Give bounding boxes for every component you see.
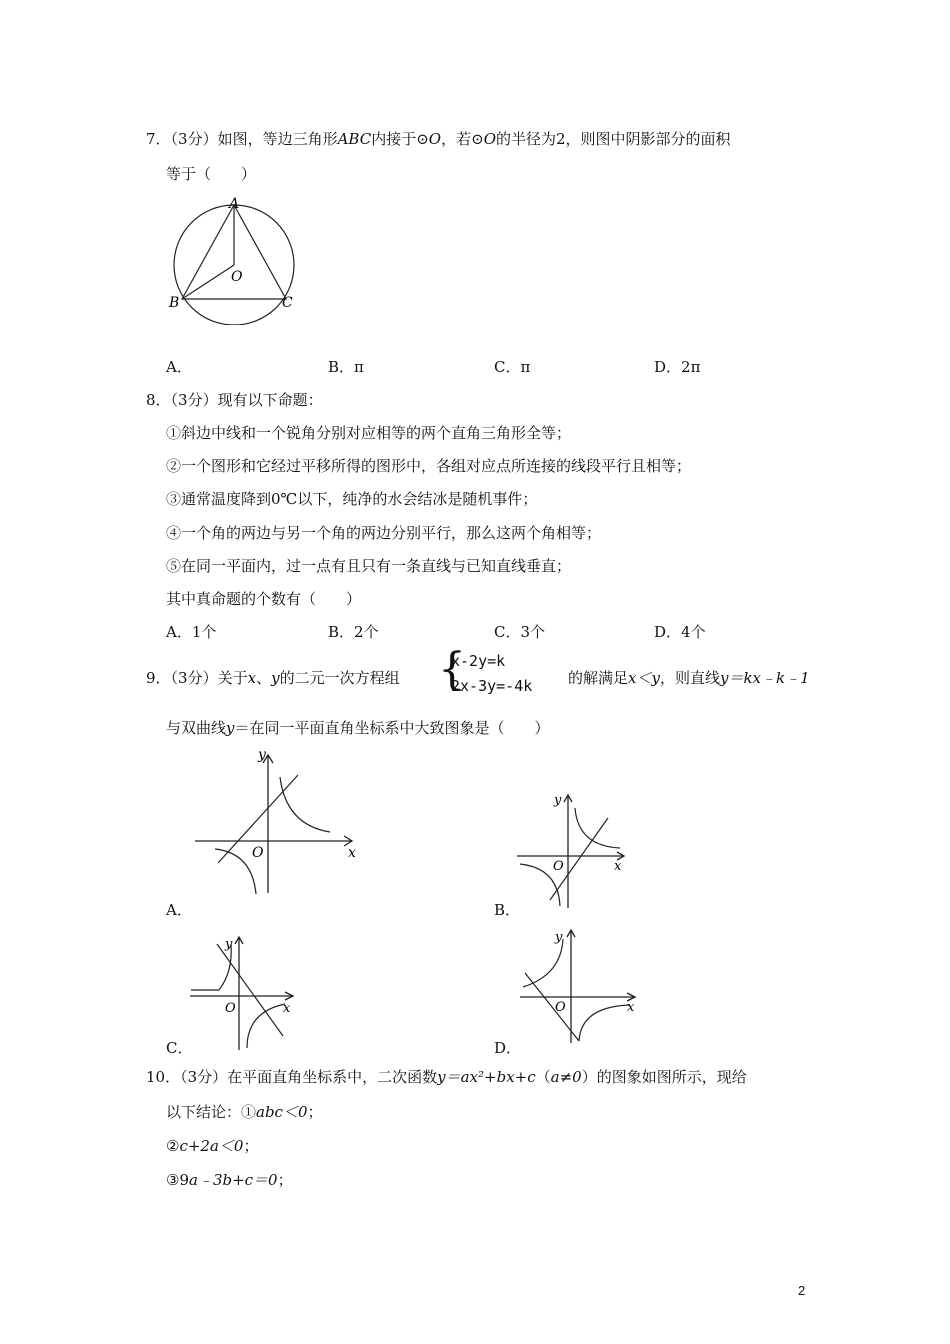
svg-text:O: O bbox=[225, 1001, 236, 1016]
svg-text:O: O bbox=[553, 859, 564, 874]
svg-text:O: O bbox=[252, 845, 264, 861]
q7-stem-line2: 等于（ ） bbox=[166, 165, 257, 183]
svg-text:y: y bbox=[555, 930, 563, 945]
q8-item-3: ③通常温度降到0℃以下，纯净的水会结冰是随机事件； bbox=[166, 490, 538, 508]
q10-stem-line1: 10．（3分）在平面直角坐标系中，二次函数y＝ax²+bx+c（a≠0）的图象如图所示，现给 bbox=[146, 1068, 747, 1086]
svg-text:y: y bbox=[225, 937, 233, 952]
q9-graph-a bbox=[190, 745, 370, 895]
svg-text:x: x bbox=[614, 859, 622, 874]
svg-text:x: x bbox=[627, 1000, 635, 1015]
q8-stem: 8．（3分）现有以下命题： bbox=[146, 391, 323, 409]
q8-option-a: A．1个 bbox=[166, 623, 217, 641]
q9-stem-line1-end: 的解满足x＜y，则直线y＝kx﹣k﹣1 bbox=[568, 669, 810, 687]
svg-text:O: O bbox=[555, 1000, 566, 1015]
label-b: B bbox=[169, 295, 180, 311]
svg-text:x: x bbox=[348, 845, 356, 861]
q7-option-b: B．π bbox=[328, 358, 364, 376]
q8-item-1: ①斜边中线和一个锐角分别对应相等的两个直角三角形全等； bbox=[166, 424, 572, 442]
q7-option-d: D．2π bbox=[654, 358, 701, 376]
q8-item-4: ④一个角的两边与另一个角的两边分别平行，那么这两个角相等； bbox=[166, 524, 602, 542]
q8-question: 其中真命题的个数有（ ） bbox=[166, 590, 362, 608]
q10-item-3: ③9a﹣3b+c＝0； bbox=[166, 1171, 293, 1189]
svg-text:y: y bbox=[554, 793, 562, 808]
q7-option-c: C．π bbox=[494, 358, 531, 376]
q9-option-a: A． bbox=[166, 901, 192, 919]
q10-stem-line2: 以下结论：①abc＜0； bbox=[166, 1103, 323, 1121]
q9-option-b: B． bbox=[494, 901, 521, 919]
q9-graph-d bbox=[515, 925, 640, 1045]
q8-item-5: ⑤在同一平面内，过一点有且只有一条直线与已知直线垂直； bbox=[166, 557, 572, 575]
q9-option-c: C． bbox=[166, 1039, 193, 1057]
label-a: A bbox=[229, 196, 240, 212]
q9-stem-line2: 与双曲线y＝在同一平面直角坐标系中大致图象是（ ） bbox=[166, 719, 550, 737]
svg-text:x: x bbox=[283, 1001, 291, 1016]
q8-option-c: C．3个 bbox=[494, 623, 546, 641]
q7-option-a: A． bbox=[166, 358, 192, 376]
q9-option-d: D． bbox=[494, 1039, 522, 1057]
q7-circle-triangle-figure bbox=[160, 195, 310, 325]
q9-equation-2: 2x-3y=-4k bbox=[451, 677, 533, 695]
q9-equation-1: x-2y=k bbox=[451, 652, 506, 670]
q10-item-2: ②c+2a＜0； bbox=[166, 1137, 259, 1155]
q9-graph-b bbox=[512, 790, 632, 910]
q9-equation-system: { x-2y=k 2x-3y=-4k bbox=[438, 644, 533, 695]
label-o: O bbox=[231, 269, 243, 285]
page-number: 2 bbox=[798, 1283, 806, 1298]
q9-graph-c bbox=[185, 932, 305, 1052]
q8-option-b: B．2个 bbox=[328, 623, 379, 641]
q8-option-d: D．4个 bbox=[654, 623, 706, 641]
label-c: C bbox=[282, 295, 293, 311]
q8-item-2: ②一个图形和它经过平移所得的图形中，各组对应点所连接的线段平行且相等； bbox=[166, 457, 692, 475]
q9-stem-line1: 9．（3分）关于x、y的二元一次方程组 bbox=[146, 669, 400, 687]
svg-text:y: y bbox=[258, 747, 266, 763]
q7-stem-line1: 7．（3分）如图，等边三角形ABC内接于⊙O，若⊙O的半径为2，则图中阴影部分的面积 bbox=[146, 130, 731, 148]
